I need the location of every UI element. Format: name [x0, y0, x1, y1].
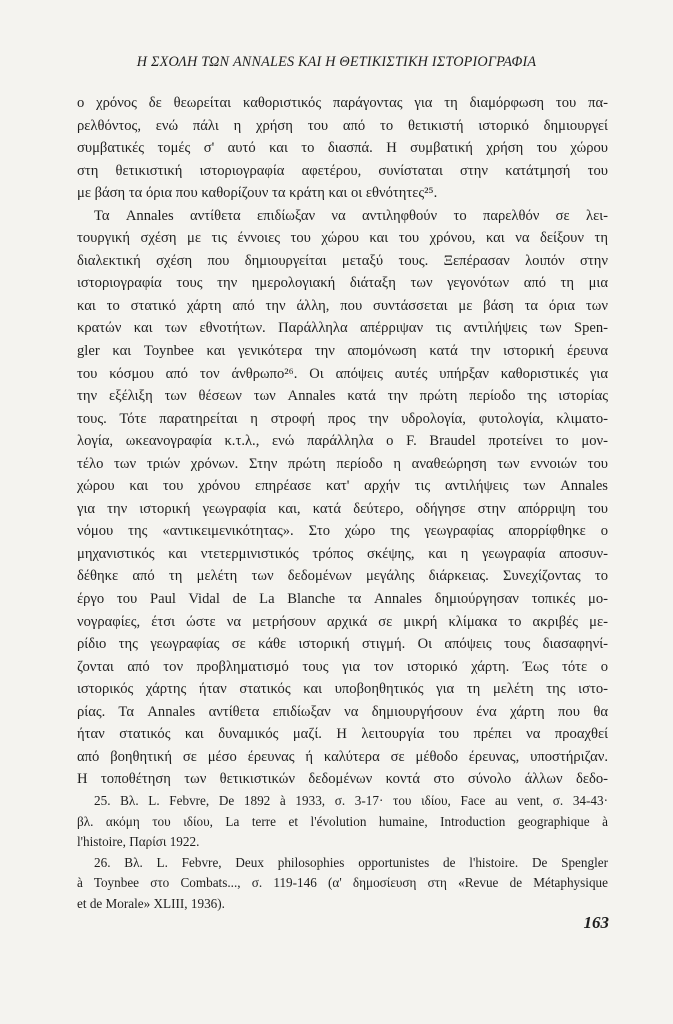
footnote-line: à Toynbee στο Combats..., σ. 119-146 (α' δημοσίευση στη «Revue de Métaphysique — [77, 875, 608, 891]
text-line: ζονται από τον προβληματισμό τους για τον ιστορικό χάρτη. Έως τότε ο — [77, 658, 608, 675]
footnote-line: l'histoire, Παρίσι 1922. — [77, 834, 200, 850]
text-line: χώρου και του χρόνου επηρέασε κατ' αρχήν τις αντιλήψεις των Annales — [77, 478, 608, 495]
text-line: έργο του Paul Vidal de La Blanche τα Annales δημιούργησαν τοπικές μο- — [77, 591, 608, 608]
text-line: Τα Annales αντίθετα επιδίωξαν να αντιληφθούν το παρελθόν σε λει- — [94, 207, 608, 224]
text-line: ρελθόντος, ενώ πάλι η χρήση του από το θετικιστή ιστορικό δημιουργεί — [77, 117, 608, 134]
text-line: τέλο των τριών χρόνων. Στην πρώτη περίοδο η αναθεώρηση των εννοιών του — [77, 455, 608, 472]
text-line: κρατών και των εθνοτήτων. Παράλληλα απέρριψαν τις αντιλήψεις των Spen- — [77, 320, 608, 337]
text-line: τουργική σχέση με τις έννοιες του χώρου και του χρόνου, και να δείξουν τη — [77, 230, 608, 247]
text-line: ήταν στατικός και δυναμικός μαζί. Η λειτουργία του πρέπει να προαχθεί — [77, 726, 608, 743]
text-line: με βάση τα όρια που καθορίζουν τα κράτη και οι εθνότητες²⁵. — [77, 185, 438, 202]
text-line: διαλεκτική σχέση που δημιουργείται μεταξύ τους. Ξεπέρασαν λοιπόν στην — [77, 252, 608, 269]
text-line: του κόσμου από τον άνθρωπο²⁶. Οι απόψεις αυτές υπήρξαν καθοριστικές για — [77, 365, 608, 382]
text-line: για την ιστορική γεωγραφία και, κατά δεύτερο, οδήγησε στην απόρριψη του — [77, 500, 608, 517]
footnotes — [77, 791, 608, 915]
text-line: νόμου της «αντικειμενικότητας». Στο χώρο της γεωγραφίας απορρίφθηκε ο — [77, 523, 608, 540]
text-line: ιστοριογραφία τους την ημερολογιακή διάταξη των γεγονότων από τη μια — [77, 275, 608, 292]
text-line: ιστορικός χάρτης ήταν στατικός και υποβοηθητικός για τη μελέτη της ιστο- — [77, 681, 608, 698]
footnote-line: βλ. ακόμη του ιδίου, La terre et l'évolution humaine, Introduction geographique à — [77, 813, 608, 829]
text-line: ρίδιο της γεωγραφίας σε κάθε ιστορική στιγμή. Οι απόψεις τους διασαφηνί- — [77, 636, 608, 653]
text-line: την εξέλιξη των θέσεων των Annales κατά την πρώτη περίοδο της ιστορίας — [77, 388, 608, 405]
page-number: 163 — [583, 913, 609, 932]
footnote-line: et de Morale» XLIII, 1936). — [77, 895, 225, 911]
text-line: gler και Toynbee και γενικότερα την απομόνωση κατά την ιστορική έρευνα — [77, 343, 608, 360]
text-line: Η τοποθέτηση των θετικιστικών δεδομένων κοντά στο σύνολο άλλων δεδο- — [77, 771, 608, 788]
text-line: συμβατικές τομές σ' αυτό και το διασπά. Η συμβατική χρήση του χώρου — [77, 140, 608, 157]
running-title: Η ΣΧΟΛΗ ΤΩΝ ANNALES ΚΑΙ Η ΘΕΤΙΚΙΣΤΙΚΗ ΙΣΤΟΡΙΟΓΡΑΦΙΑ — [136, 54, 537, 70]
footnote-line: 26. Βλ. L. Febvre, Deux philosophies opportunistes de l'histoire. De Spengler — [94, 854, 608, 870]
text-line: και το στατικό χάρτη από την άλλη, που συντάσσεται με βάση τα όρια των — [77, 297, 608, 314]
text-line: από βοηθητική σε μέσο έρευνας ή καλύτερα σε μέθοδο έρευνας, υποστήριζαν. — [77, 748, 608, 765]
text-line: δέθηκε από τη μελέτη των δεδομένων μεγάλης διάρκειας. Συνεχίζοντας το — [77, 568, 608, 585]
text-line: λογία, ωκεανογραφία κ.τ.λ., ενώ παράλληλα ο F. Braudel προτείνει το μον- — [77, 433, 608, 450]
text-line: μηχανιστικός και ντετερμινιστικός τρόπος σκέψης, και η γεωγραφία αποσυν- — [77, 545, 608, 562]
text-line: στη θετικιστική ιστοριογραφία αφετέρου, συνίσταται στην κατάτμησή του — [77, 162, 608, 179]
footnote-line: 25. Βλ. L. Febvre, De 1892 à 1933, σ. 3-17· του ιδίου, Face au vent, σ. 34-43· — [94, 793, 608, 808]
text-line: ρίας. Τα Annales αντίθετα επιδίωξαν να δημιουργήσουν ένα χάρτη που θα — [77, 703, 608, 720]
text-line: τους. Τότε παρατηρείται η στροφή προς την υδρολογία, φυτολογία, κλιματο- — [77, 410, 608, 427]
main-text — [77, 92, 608, 791]
text-line: ο χρόνος δε θεωρείται καθοριστικός παράγοντας για τη διαμόρφωση του πα- — [77, 95, 608, 111]
text-line: νογραφίες, έτσι ώστε να μετρήσουν αρχικά σε μικρή κλίμακα το ακριβές με- — [77, 613, 608, 630]
